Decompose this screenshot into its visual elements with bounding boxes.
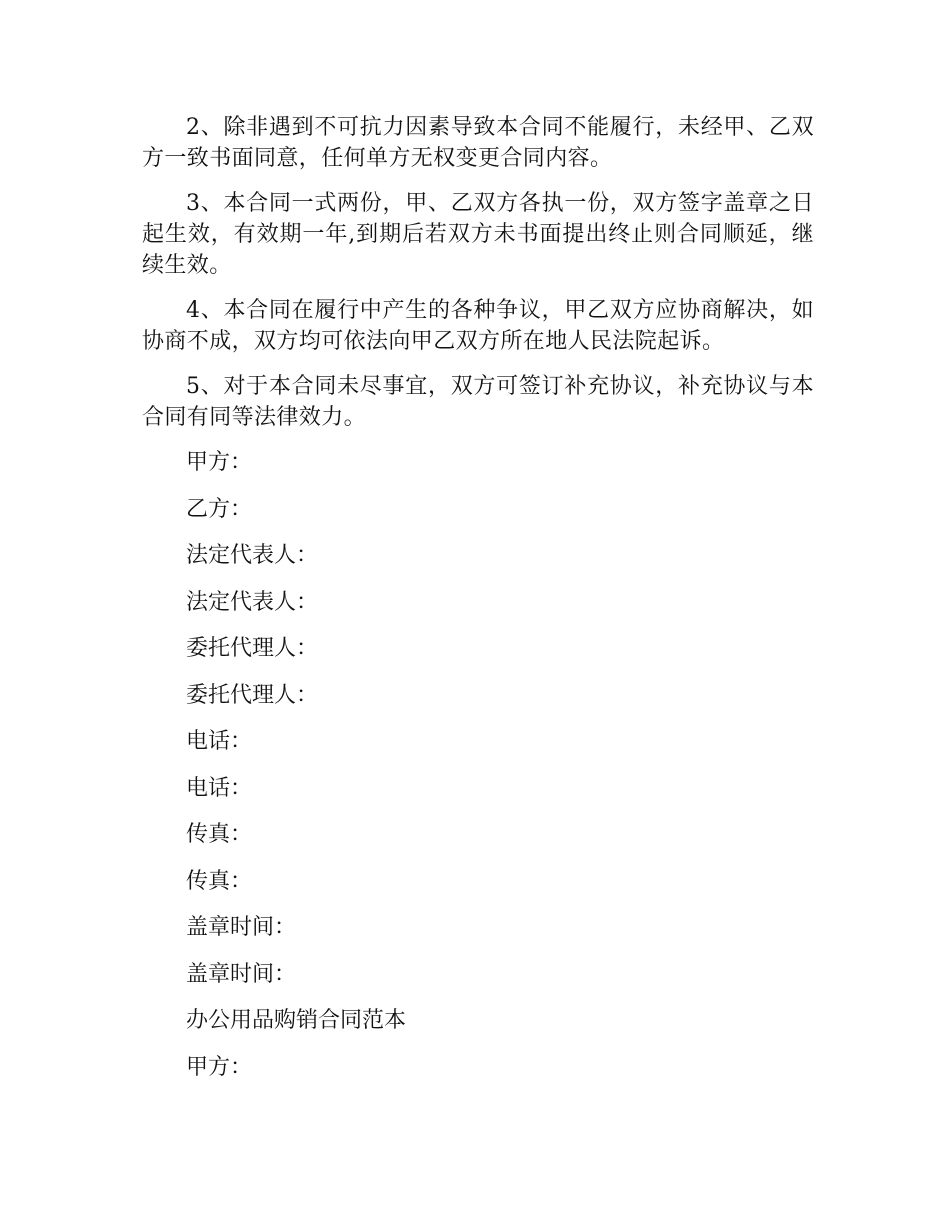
- seal-date-a-label: 盖章时间：: [186, 915, 297, 940]
- fax-b-label: 传真：: [186, 868, 253, 894]
- signature-block: [142, 447, 814, 1098]
- next-contract-title: 办公用品购销合同范本: [186, 1008, 407, 1033]
- phone-b-label: 电话：: [186, 775, 253, 801]
- clause-5: 5、对于本合同未尽事宜，双方可签订补充协议，补充协议与本合同有同等法律效力。: [142, 374, 814, 430]
- legal-rep-b-label: 法定代表人：: [186, 589, 319, 615]
- phone-a-label: 电话：: [186, 729, 253, 754]
- party-a-label: 甲方：: [186, 450, 253, 475]
- document-page: [142, 112, 814, 1098]
- clause-3: 3、本合同一式两份，甲、乙双方各执一份，双方签字盖章之日起生效，有效期一年,到期后若双方未书面提出终止则合同顺延，继续生效。: [142, 191, 814, 278]
- legal-rep-a-label: 法定代表人：: [186, 543, 319, 568]
- fax-a-label: 传真：: [186, 822, 253, 847]
- party-b-label: 乙方：: [186, 496, 253, 522]
- clause-4: 4、本合同在履行中产生的各种争议，甲乙双方应协商解决，如协商不成，双方均可依法向甲乙双方所在地人民法院起诉。: [142, 298, 814, 354]
- seal-date-b-label: 盖章时间：: [186, 961, 297, 987]
- clause-2: 2、除非遇到不可抗力因素导致本合同不能履行，未经甲、乙双方一致书面同意，任何单方无权变更合同内容。: [142, 115, 814, 171]
- next-party-a-label: 甲方：: [186, 1054, 253, 1080]
- agent-b-label: 委托代理人：: [186, 682, 319, 708]
- agent-a-label: 委托代理人：: [186, 636, 319, 661]
